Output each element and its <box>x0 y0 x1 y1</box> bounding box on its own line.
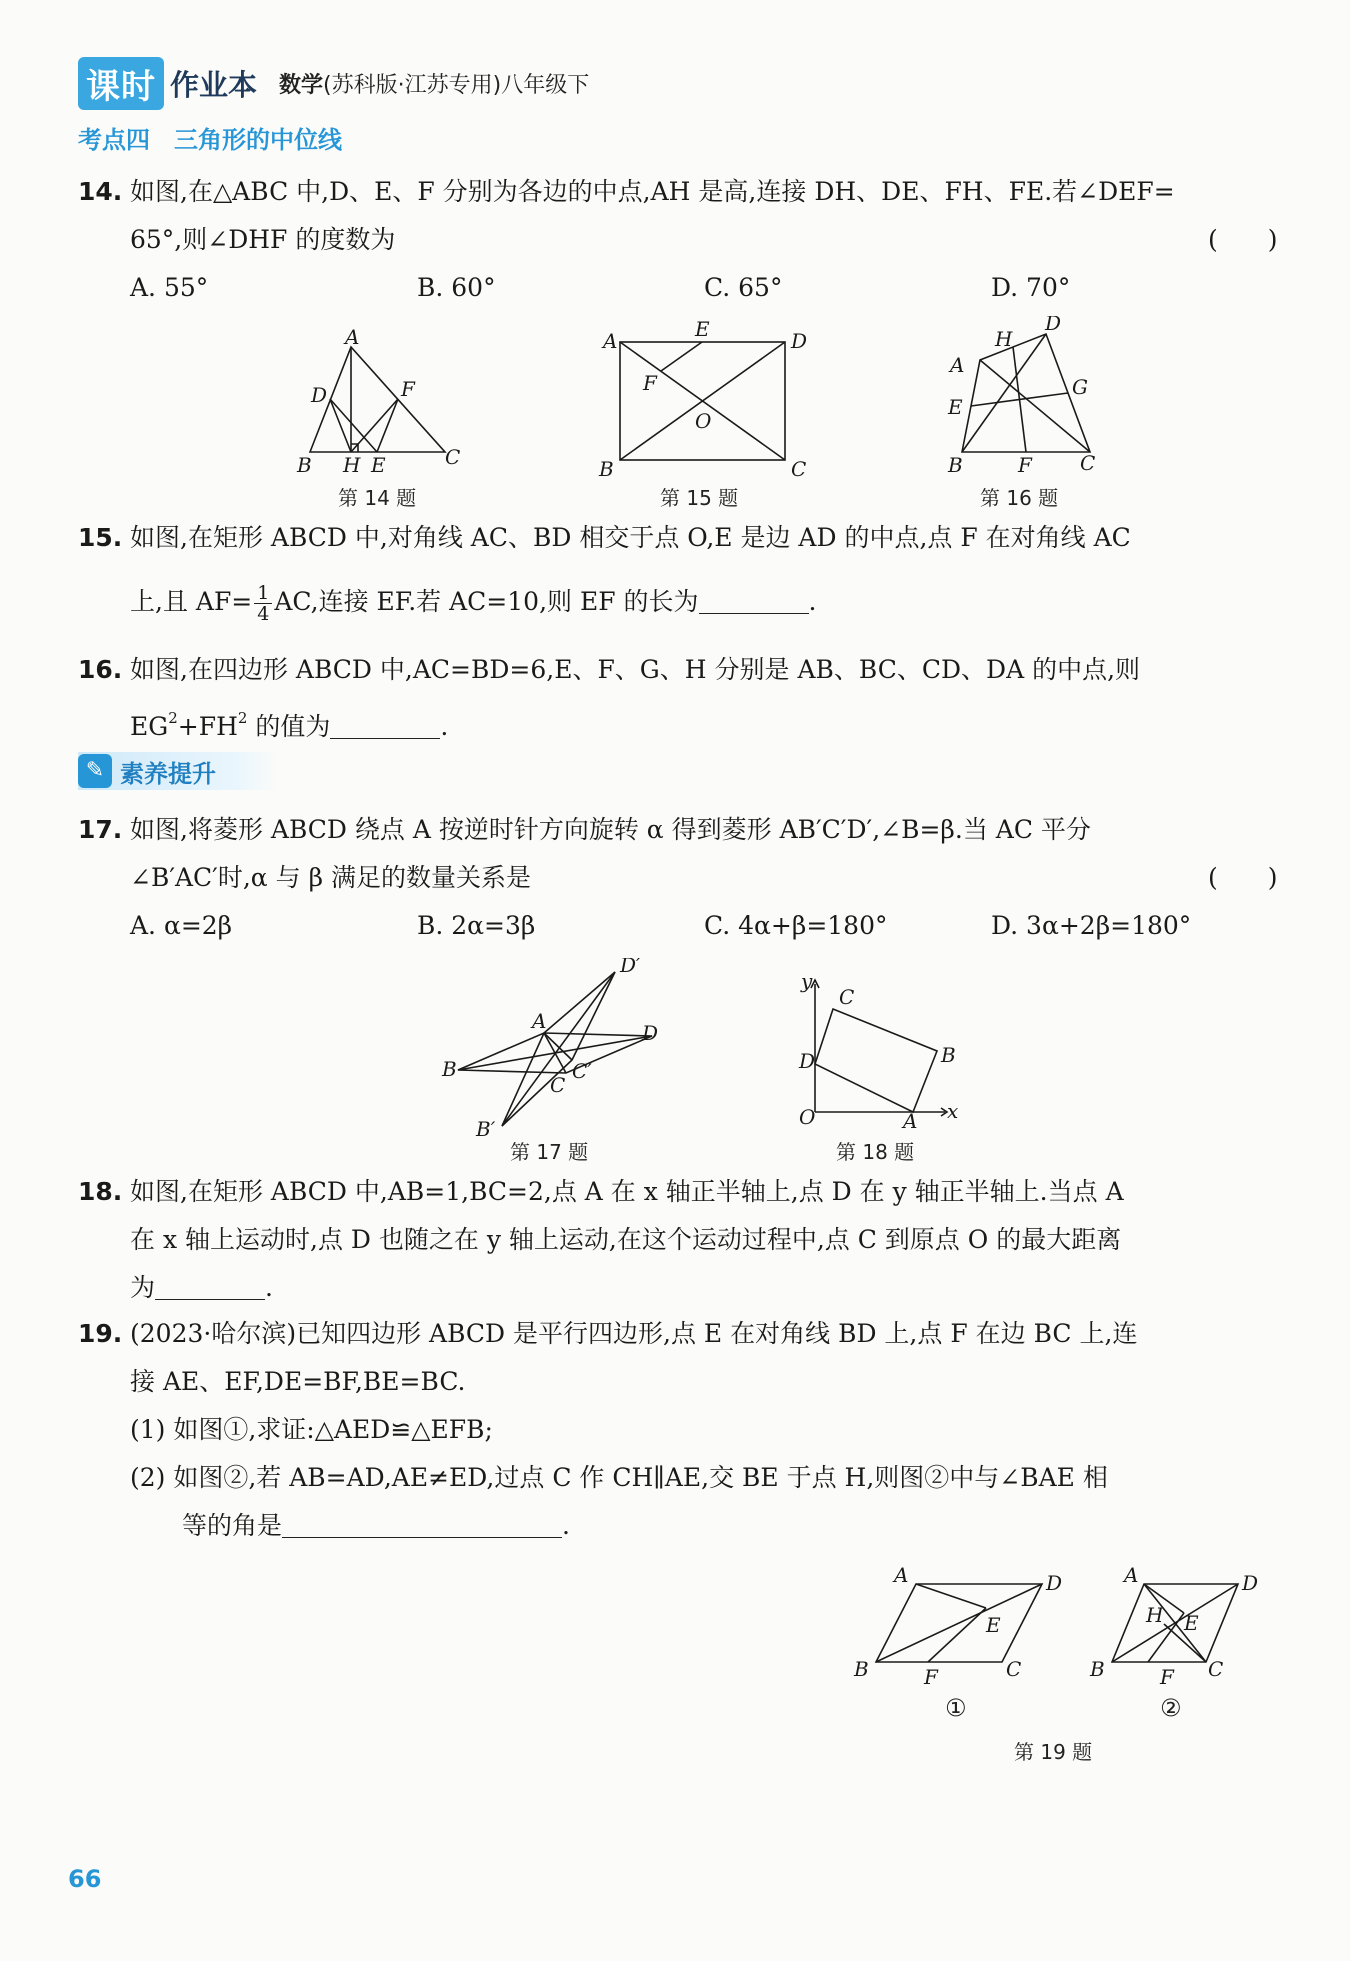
section-title: 考点四 三角形的中位线 <box>78 126 342 154</box>
label-a: A <box>894 1563 909 1587</box>
label-c: C <box>445 445 461 469</box>
page-number: 66 <box>68 1865 102 1893</box>
answer-blank[interactable] <box>155 1269 265 1300</box>
question-number: 16. <box>78 655 123 684</box>
q17-line1: 如图,将菱形 ABCD 绕点 A 按逆时针方向旋转 α 得到菱形 AB′C′D′,∠B=β.当 AC 平分 <box>130 815 1091 844</box>
label-h: H <box>343 453 361 477</box>
label-b: B <box>599 457 614 480</box>
label-d: D <box>1242 1571 1259 1595</box>
q16-line1: 如图,在四边形 ABCD 中,AC=BD=6,E、F、G、H 分别是 AB、BC、CD、DA 的中点,则 <box>130 655 1141 684</box>
label-d: D <box>1045 316 1062 335</box>
period: . <box>808 587 817 616</box>
label-h: H <box>995 327 1013 351</box>
q18-line2: 在 x 轴上运动时,点 D 也随之在 y 轴上运动,在这个运动过程中,点 C 到原点 O 的最大距离 <box>130 1225 1122 1254</box>
q19-part2-line1: (2) 如图②,若 AB=AD,AE≠ED,过点 C 作 CH∥AE,交 BE 于点 H,则图②中与∠BAE 相 <box>130 1463 1108 1492</box>
question-18 <box>78 1168 1278 1312</box>
q15-line2-pre: 上,且 AF= <box>130 587 253 616</box>
label-a: A <box>1124 1563 1139 1587</box>
label-b-prime: B′ <box>476 1117 496 1138</box>
question-number: 19. <box>78 1319 123 1348</box>
label-b: B <box>442 1057 457 1081</box>
q19-line2: 接 AE、EF,DE=BF,BE=BC. <box>130 1367 466 1396</box>
banner-title: 素养提升 <box>120 759 216 788</box>
caption-19: 第 19 题 <box>1014 1740 1093 1764</box>
label-b: B <box>941 1043 956 1067</box>
caption-14: 第 14 题 <box>338 486 417 510</box>
pencil-icon: ✎ <box>78 754 112 788</box>
label-f: F <box>1160 1665 1174 1689</box>
subject: 数学 <box>279 72 324 98</box>
label-f: F <box>1018 453 1032 476</box>
label-b: B <box>297 453 312 477</box>
label-d: D <box>311 383 328 407</box>
q15-line2-post: AC,连接 EF.若 AC=10,则 EF 的长为 <box>274 587 699 616</box>
figure-15 <box>595 320 815 484</box>
label-d: D <box>642 1021 659 1045</box>
answer-blank[interactable] <box>330 708 440 739</box>
figure-17 <box>432 958 672 1142</box>
option-d: D. 3α+2β=180° <box>991 911 1192 940</box>
option-a: A. α=2β <box>130 911 233 940</box>
label-c: C <box>839 985 855 1009</box>
label-b: B <box>1090 1657 1105 1681</box>
caption-18: 第 18 题 <box>836 1140 915 1164</box>
edition: (苏科版·江苏专用)八年级下 <box>323 72 590 98</box>
question-number: 14. <box>78 177 123 206</box>
figure-18 <box>795 968 970 1132</box>
brand-name: 作业本 <box>170 67 258 102</box>
q17-options <box>78 902 1278 950</box>
label-c: C <box>1208 1657 1224 1681</box>
label-c-prime: C′ <box>572 1059 592 1083</box>
q18-line3: 为 <box>130 1273 156 1302</box>
subfigure-1-label: ① <box>945 1694 967 1722</box>
option-b: B. 2α=3β <box>417 911 536 940</box>
label-a: A <box>532 1009 547 1033</box>
figure-19-2 <box>1086 1560 1266 1694</box>
question-number: 18. <box>78 1177 123 1206</box>
q14-line2: 65°,则∠DHF 的度数为 <box>130 225 396 254</box>
q16-tail: 的值为 <box>247 712 331 741</box>
label-e: E <box>695 320 710 341</box>
option-b: B. 60° <box>417 273 496 302</box>
label-b: B <box>948 453 963 476</box>
label-c: C <box>1006 1657 1022 1681</box>
figure-19-1 <box>850 1560 1070 1694</box>
period: . <box>265 1273 273 1302</box>
superscript: 2 <box>168 709 178 727</box>
label-o: O <box>799 1105 816 1128</box>
label-x: x <box>947 1099 959 1123</box>
label-f: F <box>924 1665 938 1689</box>
label-o: O <box>695 409 712 433</box>
superscript: 2 <box>237 709 248 727</box>
option-c: C. 65° <box>704 273 783 302</box>
answer-paren: ( ) <box>1208 863 1278 892</box>
answer-blank[interactable] <box>282 1507 562 1538</box>
question-19 <box>78 1310 1278 1550</box>
option-c: C. 4α+β=180° <box>704 911 888 940</box>
label-c: C <box>1080 451 1096 475</box>
q14-options <box>78 264 1278 312</box>
q19-line1: (2023·哈尔滨)已知四边形 ABCD 是平行四边形,点 E 在对角线 BD 上,点 F 在边 BC 上,连 <box>130 1319 1138 1348</box>
figure-16 <box>940 316 1120 480</box>
period: . <box>440 712 449 741</box>
caption-16: 第 16 题 <box>980 486 1059 510</box>
question-16 <box>78 646 1278 751</box>
answer-paren: ( ) <box>1208 225 1278 254</box>
label-d: D <box>791 329 808 353</box>
question-number: 17. <box>78 815 123 844</box>
label-d: D <box>1046 1571 1063 1595</box>
label-a: A <box>603 329 618 353</box>
book-info <box>279 68 589 99</box>
question-number: 15. <box>78 523 123 552</box>
caption-15: 第 15 题 <box>660 486 739 510</box>
q19-part2-line2: 等的角是 <box>182 1511 283 1540</box>
label-d-prime: D′ <box>620 958 641 977</box>
label-a: A <box>345 325 360 349</box>
q17-line2: ∠B′AC′时,α 与 β 满足的数量关系是 <box>130 863 531 892</box>
q16-eg: EG <box>130 712 169 741</box>
label-e: E <box>371 453 386 477</box>
question-17 <box>78 806 1278 950</box>
q18-line1: 如图,在矩形 ABCD 中,AB=1,BC=2,点 A 在 x 轴正半轴上,点 D 在 y 轴正半轴上.当点 A <box>130 1177 1124 1206</box>
q14-line1: 如图,在△ABC 中,D、E、F 分别为各边的中点,AH 是高,连接 DH、DE、FH、FE.若∠DEF= <box>130 177 1175 206</box>
label-c: C <box>791 457 807 480</box>
answer-blank[interactable] <box>699 583 809 614</box>
label-e: E <box>986 1613 1001 1637</box>
brand-logo: 课时 <box>78 57 164 110</box>
label-c: C <box>550 1073 566 1097</box>
q15-line1: 如图,在矩形 ABCD 中,对角线 AC、BD 相交于点 O,E 是边 AD 的中点,点 F 在对角线 AC <box>130 523 1131 552</box>
label-a: A <box>903 1109 918 1128</box>
label-f: F <box>643 371 657 395</box>
label-d: D <box>799 1049 816 1073</box>
header-brand <box>78 60 589 106</box>
option-a: A. 55° <box>130 273 209 302</box>
subfigure-2-label: ② <box>1160 1694 1182 1722</box>
q16-fh: +FH <box>177 712 238 741</box>
label-g: G <box>1072 375 1088 399</box>
fraction-numerator: 1 <box>254 583 272 604</box>
label-y: y <box>801 969 813 993</box>
section-banner <box>78 752 278 790</box>
label-h: H <box>1146 1603 1164 1627</box>
fraction-denominator: 4 <box>257 603 270 625</box>
figure-14 <box>295 322 475 486</box>
q19-part1: (1) 如图①,求证:△AED≌△EFB; <box>130 1415 493 1444</box>
label-f: F <box>401 377 415 401</box>
label-e: E <box>1184 1611 1199 1635</box>
fraction-one-quarter <box>254 583 272 624</box>
period: . <box>562 1511 570 1540</box>
question-14 <box>78 168 1278 312</box>
question-15 <box>78 514 1278 626</box>
label-e: E <box>948 395 963 419</box>
label-a: A <box>950 353 965 377</box>
caption-17: 第 17 题 <box>510 1140 589 1164</box>
label-b: B <box>854 1657 869 1681</box>
option-d: D. 70° <box>991 273 1071 302</box>
